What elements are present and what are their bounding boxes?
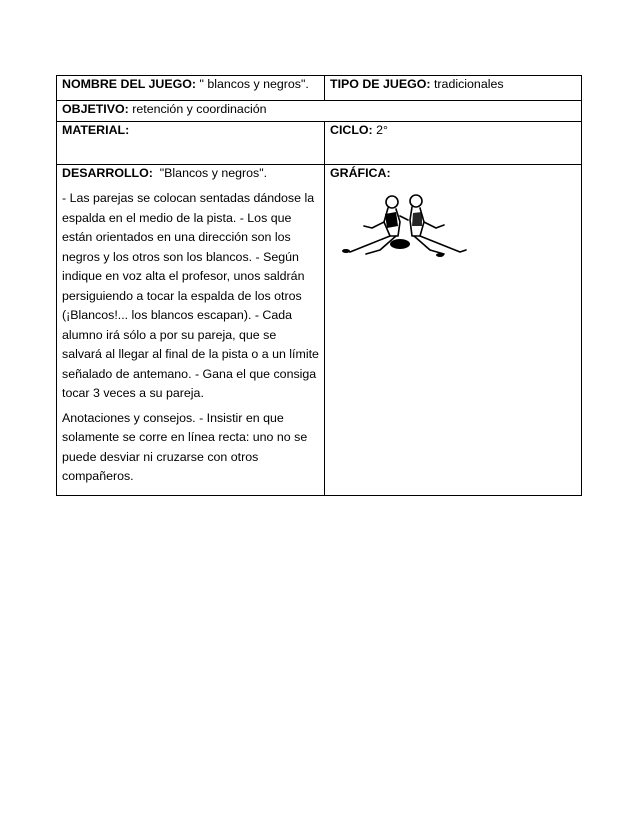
- anotaciones-text: Anotaciones y consejos. - Insistir en que solamente se corre en línea recta: uno no se puede desviar ni cruzarse con otros compañeros.: [62, 410, 308, 483]
- figure-container: [340, 192, 576, 267]
- cell-grafica: [325, 165, 582, 496]
- objetivo-label: OBJETIVO:: [62, 102, 129, 116]
- desarrollo-label: DESARROLLO:: [62, 166, 153, 180]
- game-sheet-table: [56, 75, 582, 496]
- cell-desarrollo: [57, 165, 325, 496]
- cell-tipo: [325, 76, 582, 101]
- desarrollo-title: "Blancos y negros".: [159, 166, 268, 180]
- ciclo-value: 2°: [376, 123, 388, 137]
- material-label: MATERIAL:: [62, 123, 130, 137]
- desarrollo-heading: [62, 165, 319, 182]
- cell-material: [57, 122, 325, 165]
- desarrollo-text: - Las parejas se colocan sentadas dándose la espalda en el medio de la pista. - Los que están orientados en una dirección son los negros y los otros son los blancos. - Según indique en voz alta el profesor, unos saldrán persiguiendo a tocar la espalda de los otros (¡Blancos!... los blancos escapan). - Cada alumno irá sólo a por su pareja, que se salvará al llegar al final de la pista o a un límite señalado de antemano. - Gana el que consiga tocar 3 veces a su pareja.: [62, 191, 319, 400]
- ciclo-label: CICLO:: [330, 123, 373, 137]
- row-material-ciclo: [57, 122, 582, 165]
- cell-objetivo: [57, 101, 582, 122]
- row-desarrollo-grafica: [57, 165, 582, 496]
- row-objetivo: [57, 101, 582, 122]
- tipo-value: tradicionales: [433, 77, 504, 91]
- cell-nombre: [57, 76, 325, 101]
- cell-ciclo: [325, 122, 582, 165]
- tipo-label: TIPO DE JUEGO:: [330, 77, 431, 91]
- row-nombre-tipo: [57, 76, 582, 101]
- nombre-label: NOMBRE DEL JUEGO:: [62, 77, 197, 91]
- grafica-label: GRÁFICA:: [330, 166, 391, 180]
- two-children-sitting-back-to-back-icon: [340, 192, 470, 262]
- nombre-value: " blancos y negros".: [199, 77, 309, 91]
- objetivo-value: retención y coordinación: [132, 102, 267, 116]
